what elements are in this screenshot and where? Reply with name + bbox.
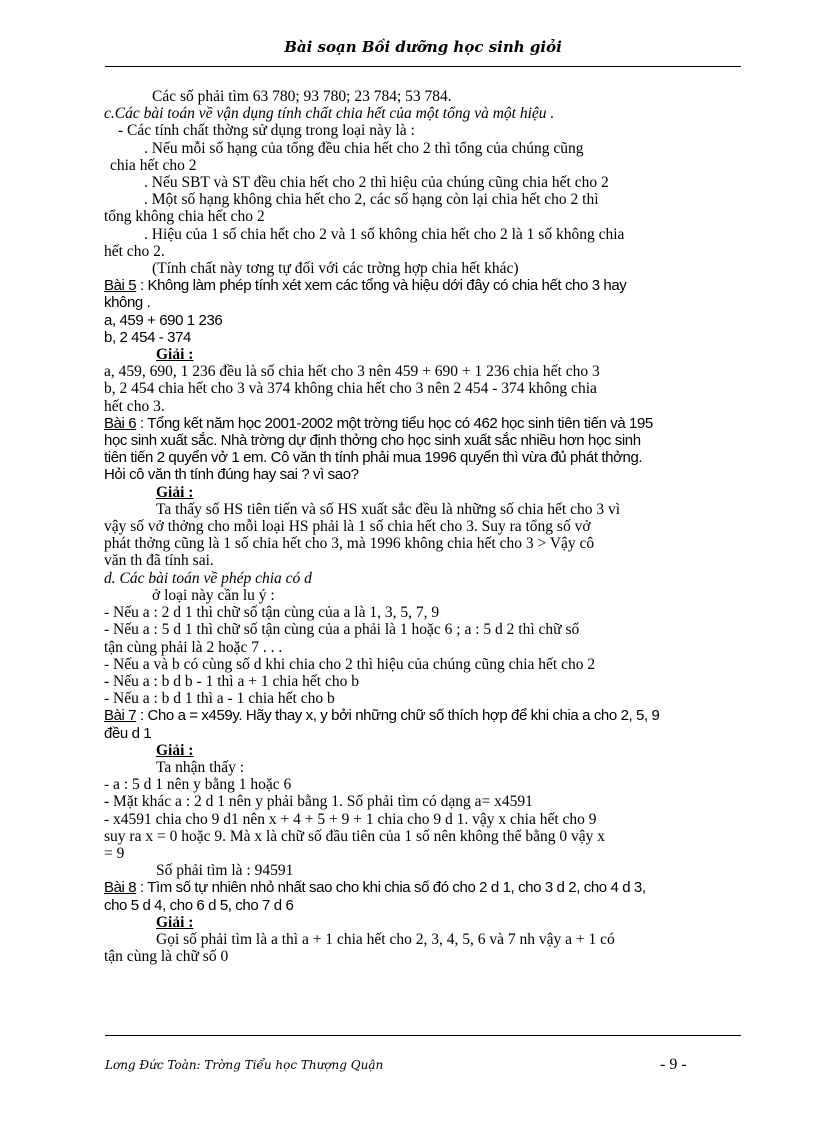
text-line: cho 5 d 4, cho 6 d 5, cho 7 d 6 — [104, 896, 294, 914]
text-line: hết cho 2. — [104, 242, 165, 260]
text-line: Các số phải tìm 63 780; 93 780; 23 784; 53 784. — [152, 88, 452, 105]
exercise-label: Bài 7 — [104, 707, 137, 725]
text-line: - Nếu a : b d 1 thì a - 1 chia hết cho b — [104, 690, 335, 708]
text-line: - a : 5 d 1 nên y bằng 1 hoặc 6 — [104, 776, 292, 794]
exercise-label: Bài 8 — [104, 879, 137, 897]
text-line: không . — [104, 294, 151, 312]
text-line: - Nếu a : 2 d 1 thì chữ số tận cùng của a là 1, 3, 5, 7, 9 — [104, 604, 440, 622]
text-line: văn th đã tính sai. — [104, 552, 214, 570]
exercise-line — [104, 879, 740, 896]
text-line: - Nếu a : 5 d 1 thì chữ số tận cùng của a phải là 1 hoặc 6 ; a : 5 d 2 thì chữ số — [104, 621, 580, 639]
text-line: . Một số hạng không chia hết cho 2, các số hạng còn lại chia hết cho 2 thì — [144, 191, 599, 209]
text-line: tận cùng là chữ số 0 — [104, 948, 229, 966]
text-line: Số phải tìm là : 94591 — [156, 862, 294, 880]
text-line: (Tính chất này tơng tự đối với các trờng hợp chia hết khác) — [152, 260, 519, 278]
exercise-label: Bài 6 — [104, 414, 137, 432]
text-line: . Nếu SBT và ST đều chia hết cho 2 thì hiệu của chúng cũng chia hết cho 2 — [144, 174, 609, 192]
footer-author: Lơng Đức Toàn: Trờng Tiểu học Thượng Quận — [105, 1058, 384, 1072]
text-line: b, 2 454 chia hết cho 3 và 374 không chia hết cho 3 nên 2 454 - 374 không chia — [104, 380, 597, 398]
solution-heading: Giải : — [156, 346, 194, 364]
section-heading-c: c.Các bài toán về vận dụng tính chất chia hết của một tổng và một hiệu . — [104, 105, 555, 123]
exercise-text: : Tìm số tự nhiên nhỏ nhất sao cho khi chia số đó cho 2 d 1, cho 3 d 2, cho 4 d 3, — [136, 879, 646, 897]
text-line: - Mặt khác a : 2 d 1 nên y phải bằng 1. Số phải tìm có dạng a= x4591 — [104, 793, 533, 811]
text-line: hết cho 3. — [104, 397, 165, 415]
exercise-text: : Cho a = x459y. Hãy thay x, y bởi những chữ số thích hợp để khi chia a cho 2, 5, 9 — [136, 707, 660, 725]
text-line: Ta thấy số HS tiên tiến và số HS xuất sắc đều là những số chia hết cho 3 vì — [156, 500, 621, 518]
text-line: phát thởng cũng là 1 số chia hết cho 3, mà 1996 không chia hết cho 3 > Vậy cô — [104, 535, 595, 553]
text-line: b, 2 454 - 374 — [104, 328, 191, 346]
exercise-line — [104, 415, 740, 432]
text-line: suy ra x = 0 hoặc 9. Mà x là chữ số đầu tiên của 1 số nên không thể bằng 0 vậy x — [104, 827, 605, 845]
text-line: đều d 1 — [104, 724, 152, 742]
exercise-line — [104, 707, 740, 724]
header-rule — [105, 66, 741, 67]
text-line: a, 459, 690, 1 236 đều là số chia hết cho 3 nên 459 + 690 + 1 236 chia hết cho 3 — [104, 363, 600, 381]
text-line: tổng không chia hết cho 2 — [104, 208, 265, 226]
section-heading-d: d. Các bài toán về phép chia có d — [104, 569, 312, 587]
text-line: - Các tính chất thờng sử dụng trong loại này là : — [118, 122, 415, 140]
text-line: chia hết cho 2 — [110, 156, 197, 174]
text-line: . Hiệu của 1 số chia hết cho 2 và 1 số không chia hết cho 2 là 1 số không chia — [144, 225, 625, 243]
exercise-text: : Tổng kết năm học 2001-2002 một trờng tiểu học có 462 học sinh tiên tiến và 195 — [136, 414, 653, 432]
solution-heading: Giải : — [156, 483, 194, 501]
text-line: Gọi số phải tìm là a thì a + 1 chia hết cho 2, 3, 4, 5, 6 và 7 nh vậy a + 1 có — [156, 930, 615, 948]
footer-rule — [105, 1035, 741, 1036]
exercise-line — [104, 277, 740, 294]
text-line: vậy số vở thởng cho mỗi loại HS phải là 1 số chia hết cho 3. Suy ra tổng số vở — [104, 518, 591, 536]
text-line: = 9 — [104, 844, 125, 862]
text-line: a, 459 + 690 1 236 — [104, 311, 223, 329]
exercise-label: Bài 5 — [104, 277, 137, 295]
text-line: - Nếu a : b d b - 1 thì a + 1 chia hết cho b — [104, 672, 359, 690]
text-line: . Nếu mỗi số hạng của tổng đều chia hết cho 2 thì tổng của chúng cũng — [144, 139, 584, 157]
text-line: Hỏi cô văn th tính đúng hay sai ? vì sao? — [104, 466, 359, 484]
text-line: Ta nhận thấy : — [156, 758, 245, 776]
solution-heading: Giải : — [156, 741, 194, 759]
exercise-text: : Không làm phép tính xét xem các tổng và hiệu dới đây có chia hết cho 3 hay — [136, 277, 627, 295]
page-number: - 9 - — [660, 1056, 687, 1073]
text-line: tiên tiến 2 quyển vở 1 em. Cô văn th tính phải mua 1996 quyển thì vừa đủ phát thởng. — [104, 449, 643, 467]
text-line: ở loại này cần lu ý : — [152, 586, 275, 604]
page-header: Bài soạn Bồi dưỡng học sinh giỏi — [284, 38, 562, 56]
text-line: học sinh xuất sắc. Nhà trờng dự định thởng cho học sinh xuất sắc nhiều hơn học sinh — [104, 432, 641, 450]
document-body — [104, 88, 740, 965]
solution-heading: Giải : — [156, 913, 194, 931]
text-line: tận cùng phải là 2 hoặc 7 . . . — [104, 638, 283, 656]
text-line: - x4591 chia cho 9 d1 nên x + 4 + 5 + 9 + 1 chia cho 9 d 1. vậy x chia hết cho 9 — [104, 810, 597, 828]
text-line: - Nếu a và b có cùng số d khi chia cho 2 thì hiệu của chúng cũng chia hết cho 2 — [104, 655, 596, 673]
